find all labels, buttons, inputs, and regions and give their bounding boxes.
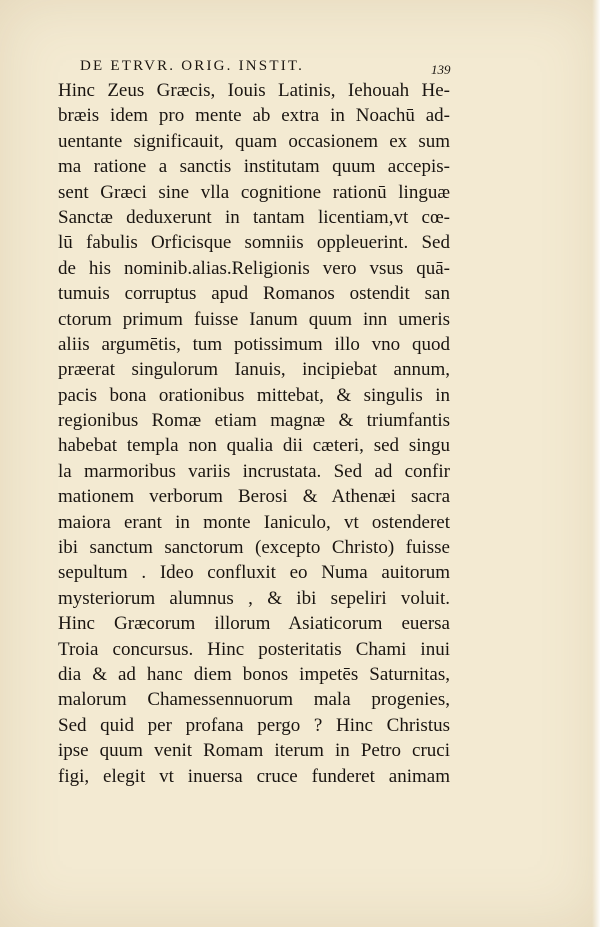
text-line: sepultum . Ideo confluxit eo Numa auitorum <box>58 562 450 584</box>
text-line: Hinc Græcorum illorum Asiaticorum euersa <box>58 613 450 635</box>
text-line: dia & ad hanc diem bonos impetēs Saturnitas, <box>58 663 450 685</box>
text-line: ctorum primum fuisse Ianum quum inn umeris <box>58 308 450 330</box>
text-line: figi, elegit vt inuersa cruce funderet animam <box>58 765 450 787</box>
running-head: DE ETRVR. ORIG. INSTIT. <box>80 58 305 74</box>
text-line: ipse quum venit Romam iterum in Petro cruci <box>58 740 450 762</box>
text-line: habebat templa non qualia dii cæteri, sed singu <box>58 435 450 457</box>
page-edge <box>592 0 600 927</box>
text-line: la marmoribus variis incrustata. Sed ad confir <box>58 460 450 482</box>
text-line: malorum Chamessennuorum mala progenies, <box>58 689 450 711</box>
text-line: Sed quid per profana pergo ? Hinc Christus <box>58 714 450 736</box>
text-line: mysteriorum alumnus , & ibi sepeliri voluit. <box>58 587 450 609</box>
text-line: de his nominib.alias.Religionis vero vsus quā- <box>58 257 450 279</box>
text-line: sent Græci sine vlla cognitione rationū linguæ <box>58 181 450 203</box>
text-line: tumuis corruptus apud Romanos ostendit san <box>58 283 450 305</box>
text-line: ibi sanctum sanctorum (excepto Christo) fuisse <box>58 537 450 559</box>
text-line: Troia concursus. Hinc posteritatis Chami inui <box>58 638 450 660</box>
text-line: mationem verborum Berosi & Athenæi sacra <box>58 486 450 508</box>
text-line: aliis argumētis, tum potissimum illo vno quod <box>58 333 450 355</box>
text-line: præerat singulorum Ianuis, incipiebat annum, <box>58 359 450 381</box>
text-line: ma ratione a sanctis institutam quum accepis- <box>58 156 450 178</box>
text-line: pacis bona orationibus mittebat, & singulis in <box>58 384 450 406</box>
text-line: Sanctæ deduxerunt in tantam licentiam,vt cœ- <box>58 206 450 228</box>
text-line: regionibus Romæ etiam magnæ & triumfantis <box>58 410 450 432</box>
text-line: uentante significauit, quam occasionem ex sum <box>58 130 450 152</box>
text-line: lū fabulis Orficisque somniis oppleuerint. Sed <box>58 232 450 254</box>
text-line: maiora erant in monte Ianiculo, vt ostenderet <box>58 511 450 533</box>
page-number: 139 <box>431 62 451 77</box>
body-text <box>58 78 450 789</box>
text-line: Hinc Zeus Græcis, Iouis Latinis, Iehouah He- <box>58 80 450 101</box>
text-line: bræis idem pro mente ab extra in Noachū ad- <box>58 105 450 127</box>
